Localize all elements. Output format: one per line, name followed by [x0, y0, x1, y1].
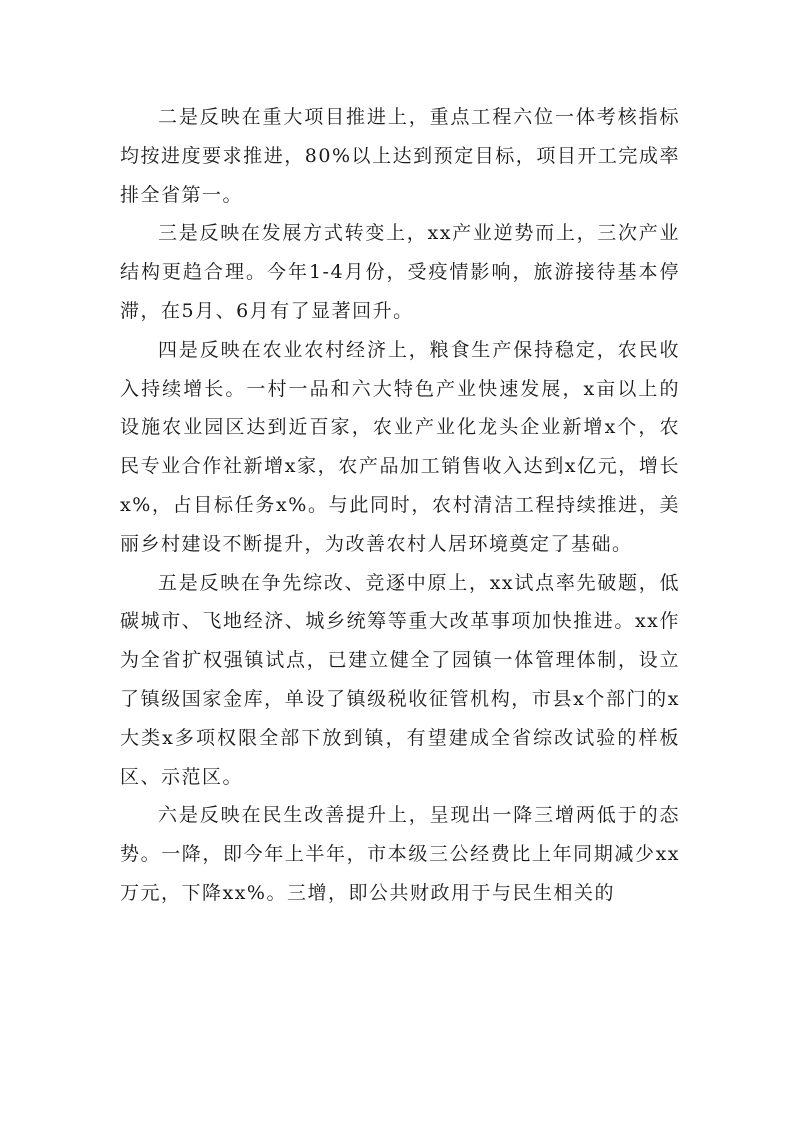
paragraph-livelihood: 六是反映在民生改善提升上，呈现出一降三增两低于的态势。一降，即今年上半年，市本级三公经费比上年同期减少xx万元，下降xx%。三增，即公共财政用于与民生相关的	[120, 804, 680, 904]
paragraph-agriculture-economy: 四是反映在农业农村经济上，粮食生产保持稳定，农民收入持续增长。一村一品和六大特色产业快速发展，x亩以上的设施农业园区达到近百家，农业产业化龙头企业新增x个，农民专业合作社新增x家，农产品加工销售收入达到x亿元，增长x%，占目标任务x%。与此同时，农村清洁工程持续推进，美丽乡村建设不断提升，为改善农村人居环境奠定了基础。	[120, 338, 680, 555]
document-body	[120, 98, 680, 913]
paragraph-comprehensive-reform: 五是反映在争先综改、竞逐中原上，xx试点率先破题，低碳城市、飞地经济、城乡统筹等重大改革事项加快推进。xx作为全省扩权强镇试点，已建立健全了园镇一体管理体制，设立了镇级国家金库，单设了镇级税收征管机构，市县x个部门的x大类x多项权限全部下放到镇，有望建成全省综改试验的样板区、示范区。	[120, 571, 680, 788]
paragraph-project-progress: 二是反映在重大项目推进上，重点工程六位一体考核指标均按进度要求推进，80%以上达到预定目标，项目开工完成率排全省第一。	[120, 106, 680, 206]
paragraph-development-mode: 三是反映在发展方式转变上，xx产业逆势而上，三次产业结构更趋合理。今年1-4月份，受疫情影响，旅游接待基本停滞，在5月、6月有了显著回升。	[120, 222, 680, 322]
